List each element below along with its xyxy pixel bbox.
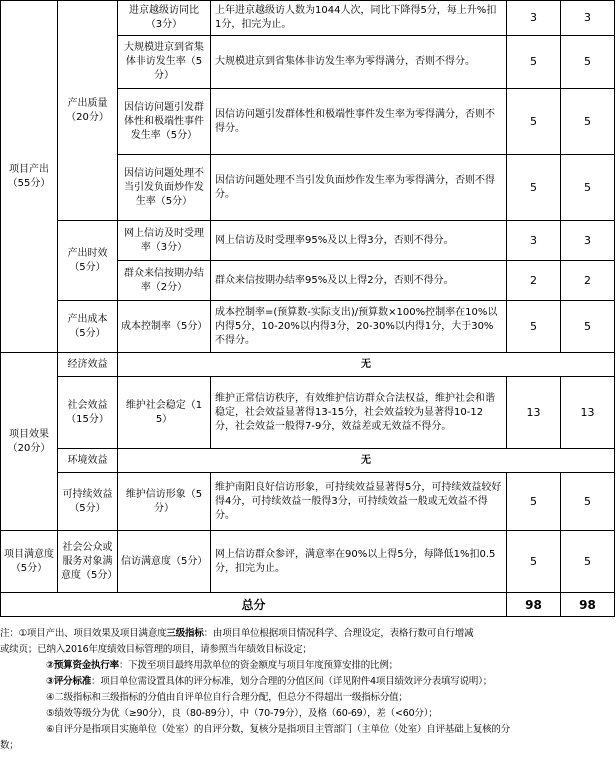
self-score-cell: 3: [507, 1, 561, 36]
self-score-cell: 2: [507, 261, 561, 301]
total-self-score: 98: [507, 593, 561, 617]
self-score-cell: 13: [507, 377, 561, 449]
standard-cell: 群众来信按期办结率95%及以上得2分，否则不得分。: [211, 261, 507, 301]
table-row: [1, 531, 615, 593]
subgroup-cell-quality: 产出质量（20分）: [58, 1, 118, 221]
self-score-cell: 5: [507, 531, 561, 593]
review-score-cell: 5: [561, 36, 615, 89]
subgroup-cell-social: 社会效益（15分）: [58, 377, 118, 449]
standard-cell: 因信访问题处理不当引发负面炒作发生率为零得满分，否则不得分。: [211, 155, 507, 221]
indicator-cell: 进京越级访同比（3分）: [118, 1, 211, 36]
total-row: [1, 593, 615, 617]
review-score-cell: 2: [561, 261, 615, 301]
review-score-cell: 5: [561, 155, 615, 221]
review-score-cell: 13: [561, 377, 615, 449]
indicator-cell: 大规模进京到省集体非访发生率（5分）: [118, 36, 211, 89]
indicator-cell: 维护社会稳定（15）: [118, 377, 211, 449]
standard-cell: 维护正常信访秩序，有效维护信访群众合法权益，维护社会和谐稳定，社会效益显著得13-15分，社会效益较为显著得10-12分，社会效益一般得7-9分，效益差或无效益不得分。: [211, 377, 507, 449]
review-score-cell: 5: [561, 531, 615, 593]
group-cell-output: 项目产出（55分）: [1, 1, 58, 353]
subgroup-cell-timeliness: 产出时效（5分）: [58, 221, 118, 301]
table-row: [1, 301, 615, 353]
review-score-cell: 3: [561, 1, 615, 36]
standard-cell: 网上信访群众参评，满意率在90%以上得5分，每降低1%扣0.5分，扣完为止。: [211, 531, 507, 593]
standard-cell: 上年进京越级访人数为1044人次，同比下降得5分，每上升%扣1分，扣完为止。: [211, 1, 507, 36]
table-row: [1, 221, 615, 261]
review-score-cell: 5: [561, 301, 615, 353]
group-cell-effect: 项目效果（20分）: [1, 353, 58, 531]
review-score-cell: 5: [561, 89, 615, 155]
subgroup-cell-sustainable: 可持续效益（5分）: [58, 473, 118, 531]
subgroup-cell-economic: 经济效益: [58, 353, 118, 377]
standard-cell: 因信访问题引发群体性和极端性事件发生率为零得满分，否则不得分。: [211, 89, 507, 155]
table-row: [1, 473, 615, 531]
group-cell-satisfaction: 项目满意度（5分）: [1, 531, 58, 593]
standard-cell: 网上信访及时受理率95%及以上得3分，否则不得分。: [211, 221, 507, 261]
self-score-cell: 5: [507, 155, 561, 221]
table-row: [1, 1, 615, 36]
note-line: ⑥自评分是指项目实施单位（处室）的自评分数，复核分是指项目主管部门（主单位（处室）自评基础上复核的分: [46, 724, 511, 735]
table-row: [1, 449, 615, 473]
subgroup-cell-public: 社会公众或服务对象满意度（5分）: [58, 531, 118, 593]
subgroup-cell-environment: 环境效益: [58, 449, 118, 473]
note-line: 或续页；已纳入2016年度绩效目标管理的项目，请参照当年绩效目标设定；: [0, 644, 312, 655]
indicator-cell: 维护信访形象（5分）: [118, 473, 211, 531]
standard-cell: 成本控制率=(预算数-实际支出)/预算数×100%控制率在10%以内得5分，10-20%以内得3分，20-30%以内得1分，大于30%不得分。: [211, 301, 507, 353]
indicator-cell: 网上信访及时受理率（3分）: [118, 221, 211, 261]
note-line: 数；: [0, 740, 19, 751]
indicator-cell: 因信访问题处理不当引发负面炒作发生率（5分）: [118, 155, 211, 221]
review-score-cell: 5: [561, 473, 615, 531]
indicator-cell: 群众来信按期办结率（2分）: [118, 261, 211, 301]
standard-cell: 大规模进京到省集体非访发生率为零得满分，否则不得分。: [211, 36, 507, 89]
table-row: [1, 377, 615, 449]
note-line: ④二级指标和三级指标的分值由自评单位自行合理分配，但总分不得超出一级指标分值；: [46, 692, 408, 703]
indicator-cell: 因信访问题引发群体性和极端性事件发生率（5分）: [118, 89, 211, 155]
indicator-cell: 信访满意度（5分）: [118, 531, 211, 593]
none-cell: 无: [118, 353, 615, 377]
self-score-cell: 3: [507, 221, 561, 261]
table-row: [1, 353, 615, 377]
self-score-cell: 5: [507, 473, 561, 531]
note-line: ②预算资金执行率：下拨至项目最终用款单位的资金额度与项目年度预算安排的比例；: [46, 660, 398, 671]
indicator-cell: 成本控制率（5分）: [118, 301, 211, 353]
total-label: 总分: [1, 593, 507, 617]
subgroup-cell-cost: 产出成本（5分）: [58, 301, 118, 353]
note-line: ③评分标准：项目单位需设置具体的评分标准，划分合理的分值区间（详见附件4项目绩效评分表填写说明）；: [46, 676, 493, 687]
self-score-cell: 5: [507, 89, 561, 155]
cropped-text-strip: [0, 758, 616, 766]
note-line: 注：①项目产出、项目效果及项目满意度三级指标：由项目单位根据项目情况科学、合理设定，表格行数可自行增减: [0, 628, 474, 639]
notes-block: [0, 626, 612, 754]
standard-cell: 维护南阳良好信访形象，可持续效益显著得5分，可持续效益较好得4分，可持续效益一般得3分，可持续效益一般或无效益不得分。: [211, 473, 507, 531]
note-line: ⑤绩效等级分为优（≥90分），良（80-89分），中（70-79分），及格（60-69），差（<60分）；: [46, 708, 438, 719]
self-score-cell: 5: [507, 36, 561, 89]
self-score-cell: 5: [507, 301, 561, 353]
review-score-cell: 3: [561, 221, 615, 261]
total-review-score: 98: [561, 593, 615, 617]
none-cell: 无: [118, 449, 615, 473]
